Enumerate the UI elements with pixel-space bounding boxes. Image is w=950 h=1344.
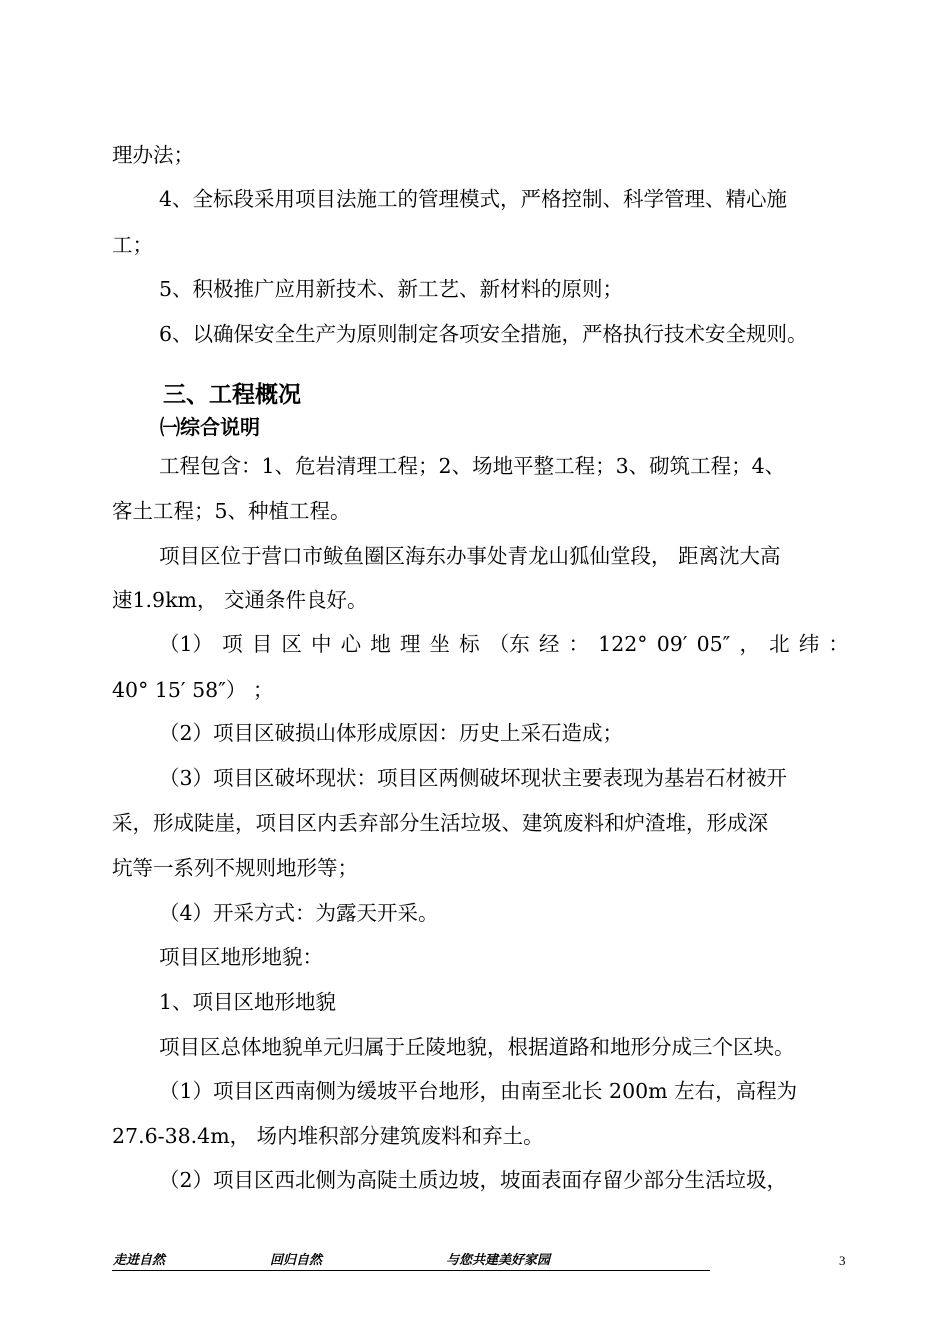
- coordinate-line-part: ：: [828, 632, 849, 656]
- body-line: 速1.9km， 交通条件良好。: [112, 588, 368, 612]
- subsection-heading: ㈠综合说明: [160, 415, 260, 439]
- coordinate-line-part: 经: [538, 632, 560, 656]
- body-line: （3）项目区破坏现状：项目区两侧破坏现状主要表现为基岩石材被开: [159, 766, 788, 790]
- body-line: 6、以确保安全生产为原则制定各项安全措施，严格执行技术安全规则。: [159, 322, 808, 346]
- coordinate-line-part: 心: [340, 632, 362, 656]
- footer-slogan-3: 与您共建美好家园: [446, 1253, 551, 1268]
- body-line: 项目区总体地貌单元归属于丘陵地貌，根据道路和地形分成三个区块。: [159, 1035, 795, 1059]
- coordinate-line-part: ，: [739, 632, 760, 656]
- body-line: 项目区位于营口市鲅鱼圈区海东办事处青龙山狐仙堂段， 距离沈大高: [159, 544, 781, 568]
- coordinate-line-part: 北: [769, 632, 790, 656]
- coordinate-line-part: 05″: [696, 632, 731, 656]
- coordinate-line-part: 122°: [598, 632, 648, 656]
- footer-rule: [112, 1270, 710, 1271]
- body-line: 坑等一系列不规则地形等；: [112, 856, 358, 880]
- body-line: 项目区地形地貌：: [159, 945, 323, 969]
- body-line: 客土工程；5、种植工程。: [112, 499, 351, 523]
- page-number: 3: [839, 1253, 846, 1268]
- coordinate-line-part: 项: [222, 632, 243, 656]
- coordinate-line-part: 纬: [798, 632, 820, 656]
- coordinate-line-part: ：: [568, 632, 590, 656]
- coordinate-line-part: （1）: [159, 632, 214, 656]
- body-line: 40° 15′ 58″） ；: [112, 678, 274, 702]
- coordinate-line-part: 标: [459, 632, 480, 656]
- coordinate-line-part: 理: [399, 632, 421, 656]
- body-line: 理办法；: [112, 143, 194, 167]
- body-line: 工；: [112, 233, 153, 257]
- coordinate-line-part: 坐: [429, 632, 451, 656]
- body-line: 27.6-38.4m， 场内堆积部分建筑废料和弃土。: [112, 1124, 544, 1148]
- coordinate-line: [159, 634, 849, 655]
- body-line: 1、项目区地形地貌: [159, 990, 337, 1014]
- section-heading: 三、工程概况: [163, 382, 301, 408]
- coordinate-line-part: 09′: [656, 632, 688, 656]
- body-line: （1）项目区西南侧为缓坡平台地形，由南至北长 200m 左右，高程为: [159, 1079, 798, 1103]
- coordinate-line-part: 地: [370, 632, 391, 656]
- body-line: 5、积极推广应用新技术、新工艺、新材料的原则；: [159, 277, 624, 301]
- body-line: 4、全标段采用项目法施工的管理模式，严格控制、科学管理、精心施: [159, 187, 788, 211]
- coordinate-line-part: （东: [488, 632, 530, 656]
- body-line: 工程包含：1、危岩清理工程；2、场地平整工程；3、砌筑工程；4、: [159, 454, 786, 478]
- footer-slogan-1: 走进自然: [113, 1253, 166, 1268]
- coordinate-line-part: 中: [311, 632, 332, 656]
- coordinate-line-part: 区: [281, 632, 302, 656]
- coordinate-line-part: 目: [251, 632, 273, 656]
- footer-slogan-2: 回归自然: [270, 1253, 323, 1268]
- body-line: 采，形成陡崖，项目区内丢弃部分生活垃圾、建筑废料和炉渣堆，形成深: [112, 811, 768, 835]
- body-line: （4）开采方式：为露天开采。: [159, 901, 439, 925]
- body-line: （2）项目区破损山体形成原因：历史上采石造成；: [159, 721, 624, 745]
- body-line: （2）项目区西北侧为高陡土质边坡，坡面表面存留少部分生活垃圾，: [159, 1168, 788, 1192]
